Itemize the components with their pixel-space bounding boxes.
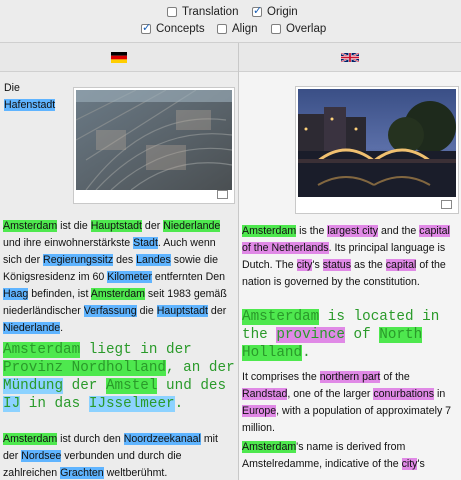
origin-option[interactable] (252, 6, 298, 18)
amsterdam-canal-image (298, 89, 456, 197)
concepts-label: Concepts (156, 23, 205, 35)
concept-term[interactable]: Amsterdam (90, 288, 145, 300)
canal-photo-card (295, 86, 459, 214)
text: und ihre einwohnerstärkste (3, 237, 134, 249)
translation-checkbox[interactable] (167, 7, 177, 17)
heading-hafenstadt: Hafenstadt (4, 99, 56, 111)
overlap-label: Overlap (286, 23, 327, 35)
text: mit der (3, 433, 218, 462)
text: sowie die Königsresidenz im 60 (3, 254, 218, 283)
concept-term[interactable]: capital (385, 259, 417, 271)
concept-term[interactable]: Hauptstadt (156, 305, 208, 317)
concept-term[interactable]: Landes (136, 254, 171, 266)
translation-option[interactable] (167, 6, 238, 18)
concept-term[interactable]: Amstel (105, 378, 158, 394)
text: . Its principal language is Dutch. The (242, 242, 446, 271)
concept-term[interactable]: status (322, 259, 351, 271)
german-paragraph-2 (3, 431, 235, 480)
text: is located in the (242, 309, 440, 343)
german-paragraph-1 (3, 218, 235, 337)
text: die (136, 305, 157, 317)
text: . Auch wenn sich der (3, 237, 216, 266)
concept-term[interactable]: North Holland (242, 327, 423, 361)
text: is the (296, 225, 328, 237)
concept-term[interactable]: Amsterdam (3, 433, 58, 445)
concept-term[interactable]: Randstad (242, 388, 288, 400)
german-mono-sentence (3, 341, 237, 413)
concept-term[interactable]: IJsselmeer (88, 396, 175, 412)
text: in (434, 388, 446, 400)
text: entfernten Den (151, 271, 226, 283)
expand-icon[interactable] (441, 200, 452, 209)
origin-checkbox[interactable] (252, 7, 262, 17)
concept-term[interactable]: Stadt (133, 237, 158, 249)
english-paragraph-2 (242, 369, 458, 437)
concept-term[interactable]: Mündung (3, 378, 64, 394)
expand-icon[interactable] (217, 190, 228, 199)
uk-flag-icon (341, 52, 359, 63)
concept-term[interactable]: Hauptstadt (90, 220, 142, 232)
text: 's (312, 259, 323, 271)
aerial-photo-card (73, 87, 235, 204)
text: as the (351, 259, 386, 271)
english-mono-sentence (242, 308, 460, 362)
text: weltberühmt. (103, 467, 168, 479)
concept-term[interactable]: Provinz Nordholland (3, 360, 167, 376)
concepts-option[interactable] (141, 23, 205, 35)
text: der (141, 220, 164, 232)
concept-term[interactable]: Europe (242, 405, 277, 417)
align-option[interactable] (217, 23, 258, 35)
text: liegt in der (80, 342, 192, 358)
concept-term[interactable]: Amsterdam (242, 309, 320, 325)
heading-die: Die (4, 82, 20, 94)
concept-term[interactable]: Niederlande (163, 220, 221, 232)
concept-term[interactable]: conurbations (373, 388, 435, 400)
german-column (0, 72, 238, 480)
concept-term[interactable]: Amsterdam (242, 441, 297, 453)
translation-label: Translation (182, 6, 239, 18)
text: , one of the larger (287, 388, 374, 400)
concept-term[interactable]: Regierungssitz (43, 254, 114, 266)
text: . (174, 396, 184, 412)
text: verbunden und durch die zahlreichen (3, 450, 182, 479)
text: and the (378, 225, 420, 237)
concept-term[interactable]: largest city (327, 225, 379, 237)
text: , an der (166, 360, 235, 376)
concept-term[interactable]: Noordzeekanaal (123, 433, 201, 445)
english-column (239, 72, 461, 480)
concept-term[interactable]: Nordsee (21, 450, 62, 462)
concept-term[interactable]: Haag (3, 288, 29, 300)
overlap-checkbox[interactable] (271, 24, 281, 34)
concept-term[interactable]: Verfassung (83, 305, 137, 317)
text: in das (20, 396, 89, 412)
concept-term[interactable]: capital of the Netherlands (242, 225, 450, 254)
concept-term[interactable]: Amsterdam (3, 220, 58, 232)
origin-label: Origin (267, 6, 298, 18)
concept-term[interactable]: Kilometer (107, 271, 152, 283)
text: . (302, 345, 311, 361)
english-paragraph-1 (242, 223, 458, 291)
concept-term[interactable]: province (276, 327, 345, 343)
concept-term[interactable]: Niederlande (3, 322, 61, 334)
text: , with a population of approximately 7 million. (242, 405, 452, 434)
english-paragraph-3 (242, 439, 458, 473)
text: und des (157, 378, 227, 394)
text: of the nation is governed by the constitution. (242, 259, 446, 288)
align-label: Align (232, 23, 258, 35)
concept-term[interactable]: Amsterdam (3, 342, 81, 358)
text: of (344, 327, 380, 343)
amsterdam-aerial-image (76, 90, 232, 190)
text: It comprises the (242, 371, 320, 383)
text: ist durch den (57, 433, 124, 445)
concept-term[interactable]: Amsterdam (242, 225, 297, 237)
text: 's name is derived from Amstelredamme, indicative of the (242, 441, 406, 470)
text: of the (380, 371, 410, 383)
toolbar (0, 0, 461, 43)
germany-flag-icon (111, 52, 127, 63)
text: des (113, 254, 137, 266)
concept-term[interactable]: Grachten (60, 467, 104, 479)
overlap-option[interactable] (271, 23, 326, 35)
text: ist die (57, 220, 91, 232)
align-checkbox[interactable] (217, 24, 227, 34)
german-header (0, 43, 238, 72)
concept-term[interactable]: IJ (3, 396, 21, 412)
text: . (60, 322, 64, 334)
concept-term[interactable]: city (296, 259, 313, 271)
concept-term[interactable]: city (401, 458, 418, 470)
text: 's (417, 458, 425, 470)
text: der (63, 378, 106, 394)
english-header (239, 43, 461, 72)
text: der (207, 305, 227, 317)
left-heading (4, 80, 55, 114)
concept-term[interactable]: northern part (319, 371, 381, 383)
text: befinden, ist (28, 288, 91, 300)
text: seit 1983 gemäß niederländischer (3, 288, 227, 317)
concepts-checkbox[interactable] (141, 24, 151, 34)
